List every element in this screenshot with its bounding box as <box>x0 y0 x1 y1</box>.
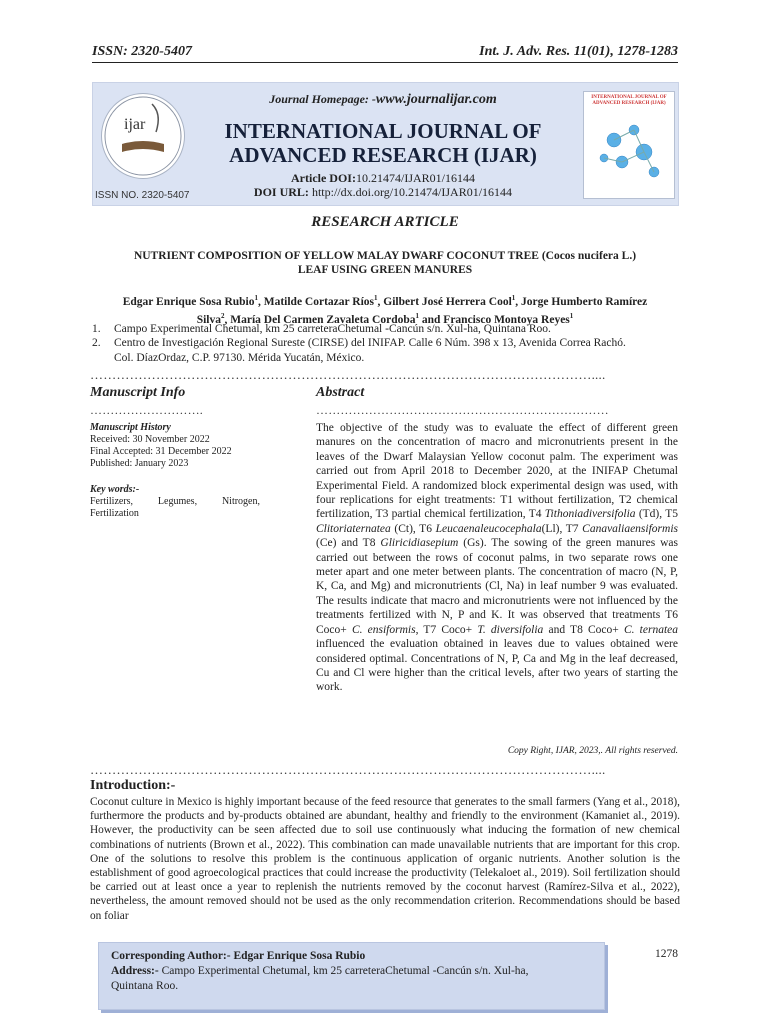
molecule-icon <box>584 110 674 190</box>
journal-cover-thumbnail <box>583 91 675 199</box>
affiliation-2: 2. Centro de Investigación Regional Sureste (CIRSE) del INIFAP. Calle 6 Núm. 398 x 13, Avenida Correa Rachó. Col. DíazOrdaz, C.P. 97130. Mérida Yucatán, México. <box>92 337 626 364</box>
affiliations <box>92 322 682 365</box>
abstract-dots: ……………………………………………………………… <box>316 403 609 417</box>
address-text: Campo Experimental Chetumal, km 25 carreteraChetumal -Cancún s/n. Xul-ha, <box>158 965 529 977</box>
homepage-label: Journal Homepage: - <box>269 92 376 106</box>
manuscript-dots: ………………………. <box>90 403 203 417</box>
affiliation-1: 1. Campo Experimental Chetumal, km 25 carreteraChetumal -Cancún s/n. Xul-ha, Quintana Roo. <box>92 323 551 335</box>
logo-text: ijar <box>124 116 146 133</box>
article-type: RESEARCH ARTICLE <box>311 214 459 230</box>
author-affiliation-mark: 2 <box>221 312 225 321</box>
author-name: Silva <box>196 314 221 327</box>
accepted-date: Final Accepted: 31 December 2022 <box>90 446 232 457</box>
introduction-heading: Introduction:- <box>90 778 176 793</box>
keywords-line1: Fertilizers, Legumes, Nitrogen, <box>90 496 260 507</box>
article-title-line2: LEAF USING GREEN MANURES <box>297 264 473 276</box>
journal-banner <box>92 82 679 206</box>
author-affiliation-mark: 1 <box>511 294 516 302</box>
author-affiliation-mark: 1 <box>374 294 378 302</box>
header-rule <box>92 62 678 63</box>
abstract-text: The objective of the study was to evaluate the effect of different green manures on the concentration of macro and micronutrients present in the leaves of the Dwarf Malaysian Yellow coconut palm. The experiment was carried out from April 2018 to December 2020, at the INIFAP Chetumal Experimental Field. A randomized block experimental design was used, with four replications for eight treatments: T1 without fertilization, T2 chemical fertilization, T3 partial chemical fertilization, T4 Tithoniadiversifolia (Td), T5 Clitoriaternatea (Ct), T6 Leucaenaleucocephala(Ll), T7 Canavaliaensiformis (Ce) and T8 Gliricidiasepium (Gs). The sowing of the green manures was carried out between the rows of coconut palms, in two separate rows one meter apart and one meter between plants. The concentration of macro (N, P, K, Ca, and Mg) and micronutrients (Cl, Na) in leaf number 9 was evaluated. The results indicate that macro and micronutrients were not influenced by the treatments fertilized with N, P and K. It was observed that treatments T6 Coco+ C. ensiformis, T7 Coco+ T. diversifolia and T8 Coco+ C. ternatea influenced the evaluation obtained in leaves due to values obtained were considered optimal. Concentrations of N, P, Ca and Mg in the leaf decreased, Cu and Cl were higher than the critical levels, after two years of starting the work. <box>316 422 678 694</box>
corresponding-author-box <box>98 942 605 1010</box>
separator-dots-bottom: …………………………………………………………………………………………………….... <box>90 762 606 777</box>
author-affiliation-mark: 1 <box>569 312 574 321</box>
article-title-line1: NUTRIENT COMPOSITION OF YELLOW MALAY DWARF COCONUT TREE (Cocos nucifera L.) <box>133 250 637 262</box>
ijar-logo <box>101 93 185 179</box>
address-label: Address:- <box>111 965 159 977</box>
author-name: Edgar Enrique Sosa Rubio <box>122 295 255 308</box>
author-name: María Del Carmen Zavaleta Cordoba <box>230 314 416 327</box>
copyright-notice: Copy Right, IJAR, 2023,. All rights reserved. <box>507 746 678 756</box>
received-date: Received: 30 November 2022 <box>90 434 210 445</box>
author-name: Matilde Cortazar Ríos <box>263 295 375 308</box>
manuscript-info <box>90 385 260 520</box>
author-name: Gilbert José Herrera Cool <box>383 295 512 308</box>
address-line2: Quintana Roo. <box>111 980 179 992</box>
introduction-text: Coconut culture in Mexico is highly important because of the feed resource that generates to the small farmers (Yang et al., 2018), furthermore the products and by-products obtained are abundant, healthy and friendly to the environment (Kamaniet al., 2019). However, the productivity can be seen affected due to soil use continuously what inducing the formation of new chemical combinations of nutrients (Brown et al., 2022). This combination can made unavailable nutrients that are important for this crop. One of the solutions to resolve this problem is the continuous application of organic nutrients. Another solution is the establishment of good agroecological practices that could increase the productivity (Telekaloet al., 2019). Soil fertilization should be carried out at least once a year to replenish the nutrients removed by the coconut harvest (Ramírez-Silva et al., 2022), nevertheless, the amount removed should not be used as the only recommendation criterion. Recommendations should be based on foliar <box>90 796 680 922</box>
keywords-line2: Fertilization <box>90 508 139 519</box>
doi-url-label: DOI URL: <box>253 185 309 199</box>
page-number: 1278 <box>655 948 678 960</box>
issn-header: ISSN: 2320-5407 <box>92 44 192 59</box>
abstract-heading: Abstract <box>316 385 365 400</box>
corresponding-author: Corresponding Author:- Edgar Enrique Sosa Rubio <box>111 950 366 962</box>
manuscript-info-heading: Manuscript Info <box>90 385 186 400</box>
doi-value: 10.21474/IJAR01/16144 <box>355 171 475 185</box>
issn-no: ISSN NO. 2320-5407 <box>95 190 190 201</box>
cover-title: INTERNATIONAL JOURNAL OF ADVANCED RESEARCH (IJAR) <box>591 95 667 106</box>
journal-name-line2: ADVANCED RESEARCH (IJAR) <box>229 143 537 167</box>
authors-line2: Silva$^2$, María Del Carmen Zavaleta Cordoba$^1$ and Francisco Montoya Reyes$^1$ <box>196 312 574 327</box>
keywords-heading: Key words:- <box>90 484 140 495</box>
separator-dots-top: …………………………………………………………………………………………………….... <box>90 367 606 382</box>
homepage-link[interactable]: www.journalijar.com <box>375 92 497 107</box>
journal-name-line1: INTERNATIONAL JOURNAL OF <box>224 119 542 143</box>
citation-header: Int. J. Adv. Res. 11(01), 1278-1283 <box>479 44 678 59</box>
authors-line1: Edgar Enrique Sosa Rubio$^1$, Matilde Cortazar Ríos$^1$, Gilbert José Herrera Cool$^1$, Jorge Humberto Ramírez <box>122 294 648 308</box>
doi-url-link[interactable]: http://dx.doi.org/10.21474/IJAR01/16144 <box>311 185 513 199</box>
abstract-section <box>316 385 678 695</box>
manuscript-history-heading: Manuscript History <box>90 422 171 433</box>
author-affiliation-mark: 1 <box>254 294 258 302</box>
author-name: Jorge Humberto Ramírez <box>521 295 648 308</box>
author-name: Francisco Montoya Reyes <box>443 314 570 327</box>
doi-label: Article DOI: <box>291 171 356 185</box>
author-affiliation-mark: 1 <box>415 312 419 321</box>
published-date: Published: January 2023 <box>90 458 189 469</box>
